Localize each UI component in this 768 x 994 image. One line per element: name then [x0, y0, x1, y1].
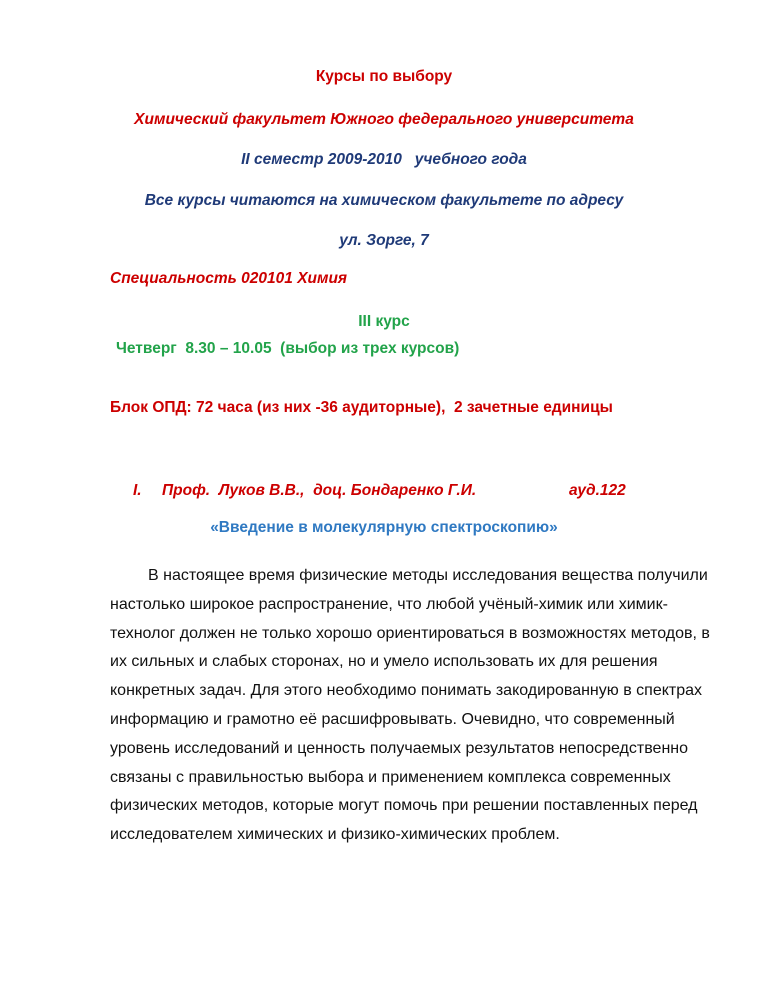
document-title: Курсы по выбору [315, 68, 453, 85]
address-line: ул. Зорге, 7 [339, 232, 429, 249]
room-number: ауд.122 [569, 482, 626, 499]
course-year: III курс [358, 313, 410, 330]
schedule-line: Четверг 8.30 – 10.05 (выбор из трех курсов) [116, 340, 460, 357]
lecture-description-block [110, 562, 710, 850]
block-line: Блок ОПД: 72 часа (из них -36 аудиторные), 2 зачетные единицы [110, 399, 613, 416]
faculty-name: Химический факультет Южного федерального университета [134, 111, 634, 128]
location-note: Все курсы читаются на химическом факультете по адресу [144, 192, 624, 209]
lecture-title: «Введение в молекулярную спектроскопию» [210, 519, 558, 536]
specialty-line: Специальность 020101 Химия [110, 270, 348, 287]
lecture-number: I. [133, 482, 142, 499]
lecturers-line: Проф. Луков В.В., доц. Бондаренко Г.И. [162, 482, 477, 499]
semester-line: II семестр 2009-2010 учебного года [241, 151, 527, 168]
lecture-description: В настоящее время физические методы исследования вещества получили настолько широкое распространение, что любой учёный-химик или химик-технолог должен не только хорошо ориентироваться в возможностях методов, в их сильных и слабых сторонах, но и умело использовать их для решения конкретных задач. Для этого необходимо понимать закодированную в спектрах информацию и грамотно её расшифровывать. Очевидно, что современный уровень исследований и ценность получаемых результатов непосредственно связаны с правильностью выбора и применением комплекса современных физических методов, которые могут помочь при решении поставленных перед исследователем химических и физико-химических проблем. [110, 567, 710, 844]
